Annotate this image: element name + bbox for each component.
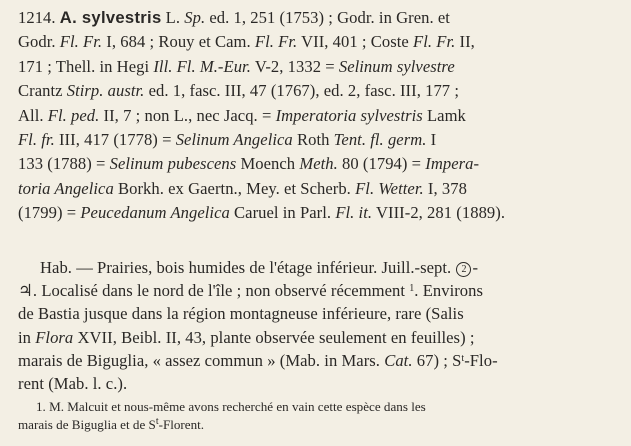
text-run: Godr. (18, 32, 60, 52)
text-run: Lamk (422, 105, 466, 125)
text-run: All. (18, 105, 48, 125)
habitat-line (18, 372, 612, 395)
italic-text: Stirp. austr. (66, 81, 145, 101)
text-run: III, 417 (1778) = (54, 130, 176, 150)
synonymy-line (18, 79, 612, 103)
italic-text: Fl. Fr. (413, 32, 456, 52)
superscript: t (461, 352, 465, 364)
habitat-line (18, 256, 612, 279)
italic-text: Sp. (184, 8, 206, 27)
italic-text: Meth. (299, 154, 338, 174)
text-run: . Environs (414, 281, 484, 301)
text-run: Moench (236, 154, 300, 174)
text-run: II, (455, 32, 475, 52)
biennial-symbol-icon: 2 (456, 262, 471, 277)
footnote (18, 398, 616, 433)
superscript: t (155, 415, 159, 427)
text-run: 171 ; Thell. in Hegi (18, 56, 154, 76)
italic-text: toria Angelica (18, 178, 114, 198)
text-run: marais de Biguglia, « assez commun » (Mab. in Mars. (18, 350, 385, 370)
text-run: -Florent. (158, 416, 205, 432)
text-run: VIII-2, 281 (1889). (372, 203, 506, 223)
italic-text: Fl. Wetter. (355, 178, 424, 198)
habitat-line (18, 326, 612, 349)
text-run: XVII, Beibl. II, 43, plante observée seulement en feuilles) ; (73, 327, 475, 347)
text-run: I, 378 (423, 178, 467, 198)
italic-text: Fl. fr. (18, 130, 55, 150)
habitat-line (18, 302, 612, 325)
text-run: -Flo- (464, 350, 498, 370)
synonymy-paragraph (18, 6, 612, 226)
synonymy-line (18, 104, 612, 128)
italic-text: Impera- (425, 154, 480, 174)
text-run: - (472, 258, 479, 277)
text-run: II, 7 ; non L., nec Jacq. = (99, 105, 276, 125)
habitat-line (18, 279, 612, 302)
text-run: 80 (1794) = (337, 154, 426, 174)
text-run: ed. 1, fasc. III, 47 (1767), ed. 2, fasc. III, 177 ; (144, 81, 459, 101)
text-run: Roth (292, 130, 334, 150)
italic-text: Imperatoria sylvestris (275, 105, 423, 125)
text-run: 67) ; S (412, 350, 462, 370)
synonymy-line (18, 6, 612, 30)
text-run: marais de Biguglia et de S (18, 416, 156, 432)
italic-text: Fl. it. (335, 203, 373, 223)
italic-text: Peucedanum Angelica (80, 203, 230, 223)
text-run: 1. M. Malcuit et nous-même avons recherché en vain cette espèce dans les (36, 399, 426, 414)
italic-text: Cat. (384, 350, 413, 370)
synonymy-line (18, 152, 612, 176)
synonymy-line (18, 30, 612, 54)
synonymy-line (18, 201, 612, 225)
synonymy-line (18, 55, 612, 79)
text-run: 133 (1788) = (18, 154, 110, 174)
italic-text: Fl. ped. (47, 105, 100, 125)
text-run: VII, 401 ; Coste (297, 32, 414, 52)
text-run: I (426, 130, 437, 150)
text-run: in (18, 327, 36, 347)
footnote-line (18, 416, 616, 434)
italic-text: Fl. Fr. (254, 32, 298, 52)
italic-text: Selinum pubescens (109, 154, 237, 174)
italic-text: Selinum Angelica (175, 130, 293, 150)
italic-text: Ill. Fl. M.-Eur. (153, 56, 251, 76)
synonymy-line (18, 128, 612, 152)
text-run: ♃. Localisé dans le nord de l'île ; non observé récemment (18, 281, 410, 301)
footnote-line (36, 398, 616, 416)
text-run: Caruel in Parl. (229, 203, 336, 223)
italic-text: Tent. fl. germ. (333, 130, 427, 150)
text-run: Borkh. ex Gaertn., Mey. et Scherb. (113, 178, 356, 198)
italic-text: Fl. Fr. (59, 32, 103, 52)
italic-text: Selinum sylvestre (338, 56, 455, 76)
italic-text: Flora (35, 327, 74, 347)
synonymy-line (18, 177, 612, 201)
text-run: 1214. (18, 8, 60, 27)
species-name: A. sylvestris (59, 8, 162, 27)
text-run: L. (161, 8, 185, 27)
superscript: 1 (409, 283, 415, 295)
habitat-paragraph (18, 256, 612, 395)
text-run: V-2, 1332 = (250, 56, 339, 76)
text-run: rent (Mab. l. c.). (18, 374, 128, 394)
text-run: Hab. — Prairies, bois humides de l'étage inférieur. Juill.-sept. (40, 258, 456, 277)
text-run: I, 684 ; Rouy et Cam. (102, 32, 255, 52)
habitat-line (18, 349, 612, 372)
text-run: (1799) = (18, 203, 81, 223)
text-run: ed. 1, 251 (1753) ; Godr. in Gren. et (205, 8, 450, 27)
text-run: Crantz (18, 81, 67, 101)
text-run: de Bastia jusque dans la région montagneuse inférieure, rare (Salis (18, 304, 464, 324)
